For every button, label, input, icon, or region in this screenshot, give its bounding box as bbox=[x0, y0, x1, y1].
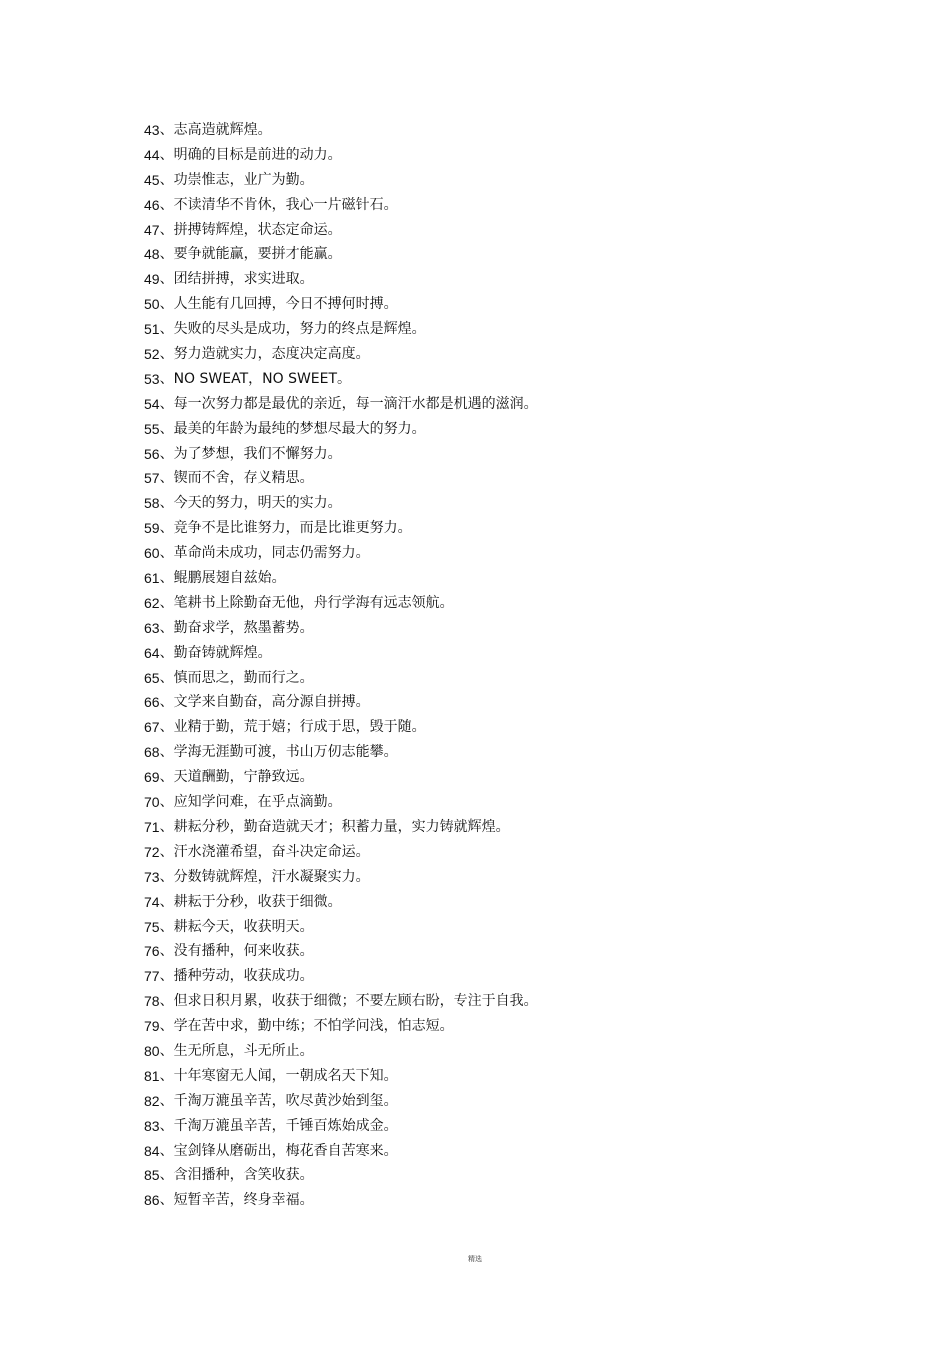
item-number: 72 bbox=[144, 843, 160, 860]
item-separator: 、 bbox=[159, 594, 174, 611]
item-text: 生无所息，斗无所止。 bbox=[173, 1042, 314, 1059]
item-number: 67 bbox=[144, 719, 160, 736]
item-number: 73 bbox=[144, 868, 160, 885]
list-item bbox=[144, 392, 904, 417]
item-text: 鲲鹏展翅自兹始。 bbox=[173, 570, 286, 587]
item-separator: 、 bbox=[159, 968, 174, 985]
item-text: 不读清华不肯休，我心一片磁针石。 bbox=[173, 196, 398, 213]
list-item bbox=[144, 641, 904, 666]
item-separator: 、 bbox=[159, 171, 174, 188]
list-item bbox=[144, 242, 904, 267]
item-separator: 、 bbox=[159, 818, 174, 835]
item-number: 61 bbox=[144, 570, 160, 587]
list-item bbox=[144, 1014, 904, 1039]
item-text: 学海无涯勤可渡，书山万仞志能攀。 bbox=[173, 744, 398, 761]
item-text: 今天的努力，明天的实力。 bbox=[173, 495, 342, 512]
item-text: 短暂辛苦，终身幸福。 bbox=[173, 1192, 314, 1209]
item-number: 46 bbox=[144, 196, 160, 213]
item-separator: 、 bbox=[159, 370, 174, 387]
list-item bbox=[144, 491, 904, 516]
item-text: 明确的目标是前进的动力。 bbox=[173, 146, 342, 163]
item-text: 文学来自勤奋，高分源自拼搏。 bbox=[173, 694, 370, 711]
list-item bbox=[144, 765, 904, 790]
item-number: 71 bbox=[144, 818, 160, 835]
item-text: 应知学问难，在乎点滴勤。 bbox=[173, 794, 342, 811]
list-item bbox=[144, 939, 904, 964]
item-separator: 、 bbox=[159, 321, 174, 338]
item-separator: 、 bbox=[159, 669, 174, 686]
item-text: 勤奋求学，熬墨蓄势。 bbox=[173, 619, 314, 636]
item-separator: 、 bbox=[159, 296, 174, 313]
item-text: 革命尚未成功，同志仍需努力。 bbox=[173, 545, 370, 562]
item-text: 学在苦中求，勤中练；不怕学问浅，怕志短。 bbox=[173, 1018, 454, 1035]
list-item bbox=[144, 666, 904, 691]
item-text: 慎而思之，勤而行之。 bbox=[173, 669, 314, 686]
item-number: 76 bbox=[144, 943, 160, 960]
list-item bbox=[144, 591, 904, 616]
item-separator: 、 bbox=[159, 420, 174, 437]
item-text: 汗水浇灌希望，奋斗决定命运。 bbox=[173, 843, 370, 860]
list-item bbox=[144, 964, 904, 989]
list-item bbox=[144, 790, 904, 815]
item-number: 70 bbox=[144, 794, 160, 811]
item-separator: 、 bbox=[159, 470, 174, 487]
list-item bbox=[144, 168, 904, 193]
list-item bbox=[144, 1039, 904, 1064]
item-text: 千淘万漉虽辛苦，千锤百炼始成金。 bbox=[173, 1117, 398, 1134]
item-number: 75 bbox=[144, 918, 160, 935]
item-separator: 、 bbox=[159, 843, 174, 860]
list-item bbox=[144, 417, 904, 442]
item-number: 78 bbox=[144, 993, 160, 1010]
list-item bbox=[144, 342, 904, 367]
list-item bbox=[144, 267, 904, 292]
list-item bbox=[144, 143, 904, 168]
item-text: 志高造就辉煌。 bbox=[173, 122, 272, 138]
item-separator: 、 bbox=[159, 943, 174, 960]
item-text: 但求日积月累，收获于细微；不要左顾右盼，专注于自我。 bbox=[173, 993, 538, 1010]
item-number: 56 bbox=[144, 445, 160, 462]
item-text: 天道酬勤，宁静致远。 bbox=[173, 769, 314, 786]
item-number: 81 bbox=[144, 1067, 160, 1084]
item-separator: 、 bbox=[159, 619, 174, 636]
item-separator: 、 bbox=[159, 570, 174, 587]
item-number: 66 bbox=[144, 694, 160, 711]
item-number: 83 bbox=[144, 1117, 160, 1134]
item-number: 79 bbox=[144, 1018, 160, 1035]
item-text: 没有播种，何来收获。 bbox=[173, 943, 314, 960]
item-text: 要争就能赢，要拼才能赢。 bbox=[173, 246, 342, 263]
item-number: 60 bbox=[144, 545, 160, 562]
list-item bbox=[144, 1114, 904, 1139]
item-number: 86 bbox=[144, 1192, 160, 1209]
item-number: 64 bbox=[144, 644, 160, 661]
list-item bbox=[144, 367, 904, 392]
item-separator: 、 bbox=[159, 221, 174, 238]
item-number: 51 bbox=[144, 321, 160, 338]
list-item bbox=[144, 989, 904, 1014]
item-number: 85 bbox=[144, 1167, 160, 1184]
item-separator: 、 bbox=[159, 794, 174, 811]
list-item bbox=[144, 715, 904, 740]
item-separator: 、 bbox=[159, 520, 174, 537]
list-item bbox=[144, 815, 904, 840]
item-separator: 、 bbox=[159, 993, 174, 1010]
item-text: 分数铸就辉煌，汗水凝聚实力。 bbox=[173, 868, 370, 885]
list-item bbox=[144, 1089, 904, 1114]
item-text: 业精于勤，荒于嬉；行成于思，毁于随。 bbox=[173, 719, 426, 736]
item-number: 49 bbox=[144, 271, 160, 288]
item-number: 68 bbox=[144, 744, 160, 761]
item-separator: 、 bbox=[159, 1117, 174, 1134]
list-item bbox=[144, 616, 904, 641]
item-number: 63 bbox=[144, 619, 160, 636]
item-number: 82 bbox=[144, 1092, 160, 1109]
list-item bbox=[144, 1163, 904, 1188]
list-item bbox=[144, 218, 904, 243]
list-item bbox=[144, 541, 904, 566]
list-item bbox=[144, 890, 904, 915]
item-number: 52 bbox=[144, 346, 160, 363]
item-text: 锲而不舍，存义精思。 bbox=[173, 470, 314, 487]
item-separator: 、 bbox=[159, 1192, 174, 1209]
item-text: 宝剑锋从磨砺出，梅花香自苦寒来。 bbox=[173, 1142, 398, 1159]
item-number: 48 bbox=[144, 246, 160, 263]
page-footer: 精选 bbox=[468, 1255, 482, 1263]
item-number: 43 bbox=[144, 122, 160, 138]
item-text: 团结拼搏，求实进取。 bbox=[173, 271, 314, 288]
item-separator: 、 bbox=[159, 196, 174, 213]
item-number: 54 bbox=[144, 395, 160, 412]
item-text: 十年寒窗无人闻，一朝成名天下知。 bbox=[173, 1067, 398, 1084]
item-separator: 、 bbox=[159, 1067, 174, 1084]
item-number: 74 bbox=[144, 893, 160, 910]
item-text: 耕耘于分秒，收获于细微。 bbox=[173, 893, 342, 910]
item-text: NO SWEAT，NO SWEET。 bbox=[173, 370, 352, 387]
list-item bbox=[144, 118, 904, 143]
list-item bbox=[144, 193, 904, 218]
item-text: 人生能有几回搏，今日不搏何时搏。 bbox=[173, 296, 398, 313]
item-number: 65 bbox=[144, 669, 160, 686]
list-item bbox=[144, 1188, 904, 1213]
list-item bbox=[144, 566, 904, 591]
item-number: 77 bbox=[144, 968, 160, 985]
item-number: 59 bbox=[144, 520, 160, 537]
item-text: 耕耘分秒，勤奋造就天才；积蓄力量，实力铸就辉煌。 bbox=[173, 818, 510, 835]
item-text: 拼搏铸辉煌，状态定命运。 bbox=[173, 221, 342, 238]
item-separator: 、 bbox=[159, 395, 174, 412]
list-item bbox=[144, 1139, 904, 1164]
item-separator: 、 bbox=[159, 545, 174, 562]
list-item bbox=[144, 1064, 904, 1089]
item-text: 努力造就实力，态度决定高度。 bbox=[173, 346, 370, 363]
item-text: 千淘万漉虽辛苦，吹尽黄沙始到玺。 bbox=[173, 1092, 398, 1109]
list-item bbox=[144, 516, 904, 541]
item-separator: 、 bbox=[159, 1042, 174, 1059]
item-text: 为了梦想，我们不懈努力。 bbox=[173, 445, 342, 462]
list-item bbox=[144, 690, 904, 715]
list-item bbox=[144, 317, 904, 342]
item-separator: 、 bbox=[159, 1092, 174, 1109]
item-text: 勤奋铸就辉煌。 bbox=[173, 644, 272, 661]
list-item bbox=[144, 292, 904, 317]
item-text: 耕耘今天，收获明天。 bbox=[173, 918, 314, 935]
item-separator: 、 bbox=[159, 694, 174, 711]
item-separator: 、 bbox=[159, 769, 174, 786]
list-item bbox=[144, 466, 904, 491]
motto-list bbox=[144, 118, 904, 1213]
item-separator: 、 bbox=[159, 1142, 174, 1159]
item-number: 55 bbox=[144, 420, 160, 437]
item-separator: 、 bbox=[159, 246, 174, 263]
item-separator: 、 bbox=[159, 271, 174, 288]
item-text: 失败的尽头是成功，努力的终点是辉煌。 bbox=[173, 321, 426, 338]
item-separator: 、 bbox=[159, 744, 174, 761]
item-text: 含泪播种，含笑收获。 bbox=[173, 1167, 314, 1184]
list-item bbox=[144, 865, 904, 890]
item-text: 最美的年龄为最纯的梦想尽最大的努力。 bbox=[173, 420, 426, 437]
item-number: 84 bbox=[144, 1142, 160, 1159]
item-separator: 、 bbox=[159, 868, 174, 885]
item-separator: 、 bbox=[159, 495, 174, 512]
item-number: 80 bbox=[144, 1042, 160, 1059]
item-separator: 、 bbox=[159, 1167, 174, 1184]
item-separator: 、 bbox=[159, 1018, 174, 1035]
list-item bbox=[144, 915, 904, 940]
item-separator: 、 bbox=[159, 346, 174, 363]
item-number: 69 bbox=[144, 769, 160, 786]
item-number: 53 bbox=[144, 370, 160, 387]
item-number: 50 bbox=[144, 296, 160, 313]
item-number: 62 bbox=[144, 594, 160, 611]
item-text: 播种劳动，收获成功。 bbox=[173, 968, 314, 985]
item-text: 笔耕书上除勤奋无他，舟行学海有远志领航。 bbox=[173, 594, 454, 611]
item-number: 44 bbox=[144, 146, 160, 163]
item-text: 竞争不是比谁努力，而是比谁更努力。 bbox=[173, 520, 412, 537]
list-item bbox=[144, 840, 904, 865]
item-separator: 、 bbox=[159, 918, 174, 935]
item-separator: 、 bbox=[159, 719, 174, 736]
item-number: 47 bbox=[144, 221, 160, 238]
item-number: 58 bbox=[144, 495, 160, 512]
item-separator: 、 bbox=[159, 122, 174, 138]
item-text: 每一次努力都是最优的亲近，每一滴汗水都是机遇的滋润。 bbox=[173, 395, 538, 412]
item-separator: 、 bbox=[159, 893, 174, 910]
item-text: 功崇惟志，业广为勤。 bbox=[173, 171, 314, 188]
item-separator: 、 bbox=[159, 644, 174, 661]
item-number: 45 bbox=[144, 171, 160, 188]
list-item bbox=[144, 442, 904, 467]
item-number: 57 bbox=[144, 470, 160, 487]
list-item bbox=[144, 740, 904, 765]
item-separator: 、 bbox=[159, 146, 174, 163]
item-separator: 、 bbox=[159, 445, 174, 462]
